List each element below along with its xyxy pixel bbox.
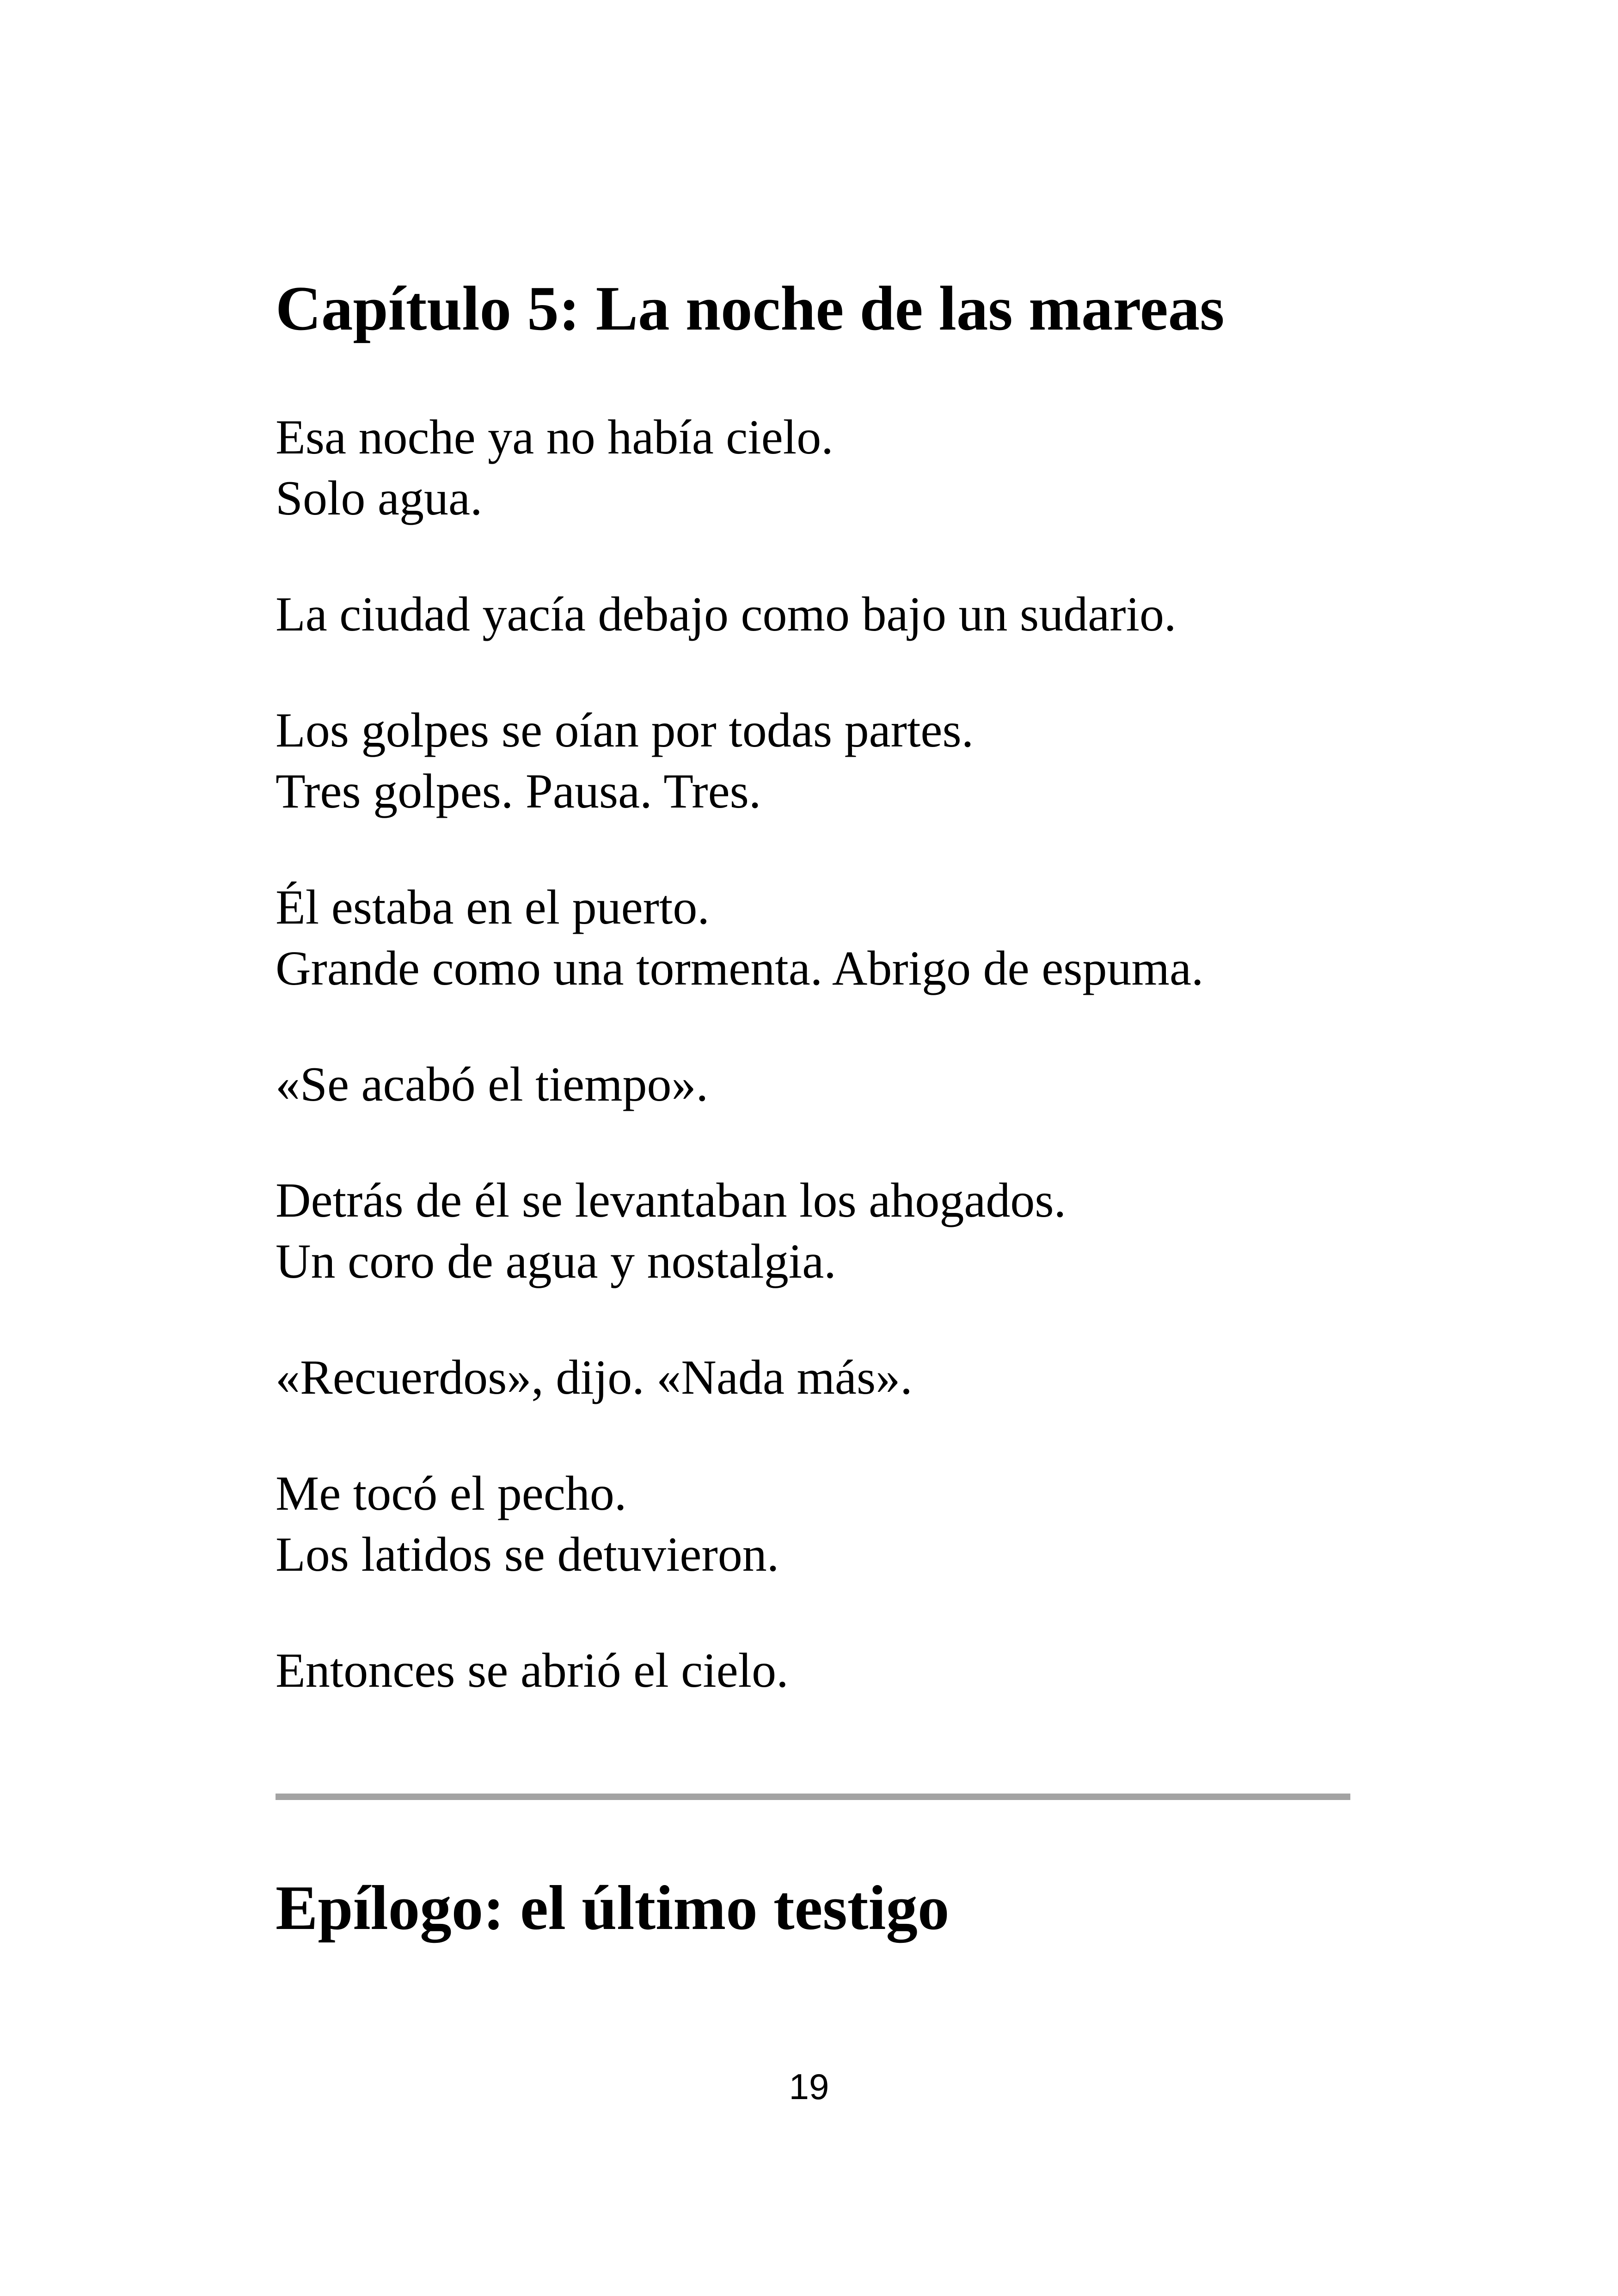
- stanza: [276, 407, 1431, 529]
- text-line: Los latidos se detuvieron.: [276, 1527, 779, 1581]
- text-line: Entonces se abrió el cielo.: [276, 1643, 789, 1697]
- text-line: Grande como una tormenta. Abrigo de espuma.: [276, 941, 1204, 995]
- text-line: «Recuerdos», dijo. «Nada más».: [276, 1350, 913, 1404]
- text-line: Un coro de agua y nostalgia.: [276, 1234, 836, 1288]
- stanza: [276, 1463, 1431, 1585]
- stanza: [276, 1054, 1431, 1115]
- text-line: Tres golpes. Pausa. Tres.: [276, 764, 761, 818]
- text-line: Me tocó el pecho.: [276, 1466, 627, 1520]
- section-divider: [276, 1794, 1350, 1800]
- chapter-body: [276, 407, 1431, 1756]
- stanza: [276, 1170, 1431, 1292]
- text-line: Detrás de él se levantaban los ahogados.: [276, 1173, 1066, 1227]
- text-line: Solo agua.: [276, 471, 483, 525]
- stanza: [276, 877, 1431, 999]
- stanza: [276, 1640, 1431, 1701]
- stanza: [276, 584, 1431, 645]
- stanza: [276, 700, 1431, 822]
- page-number: 19: [789, 2066, 829, 2107]
- epilogue-title: Epílogo: el último testigo: [276, 1873, 950, 1943]
- text-line: Él estaba en el puerto.: [276, 880, 710, 934]
- chapter-title: Capítulo 5: La noche de las mareas: [276, 273, 1225, 343]
- stanza: [276, 1347, 1431, 1408]
- text-line: La ciudad yacía debajo como bajo un sudario.: [276, 587, 1177, 641]
- text-line: Los golpes se oían por todas partes.: [276, 703, 974, 757]
- text-line: Esa noche ya no había cielo.: [276, 410, 834, 464]
- text-line: «Se acabó el tiempo».: [276, 1057, 709, 1111]
